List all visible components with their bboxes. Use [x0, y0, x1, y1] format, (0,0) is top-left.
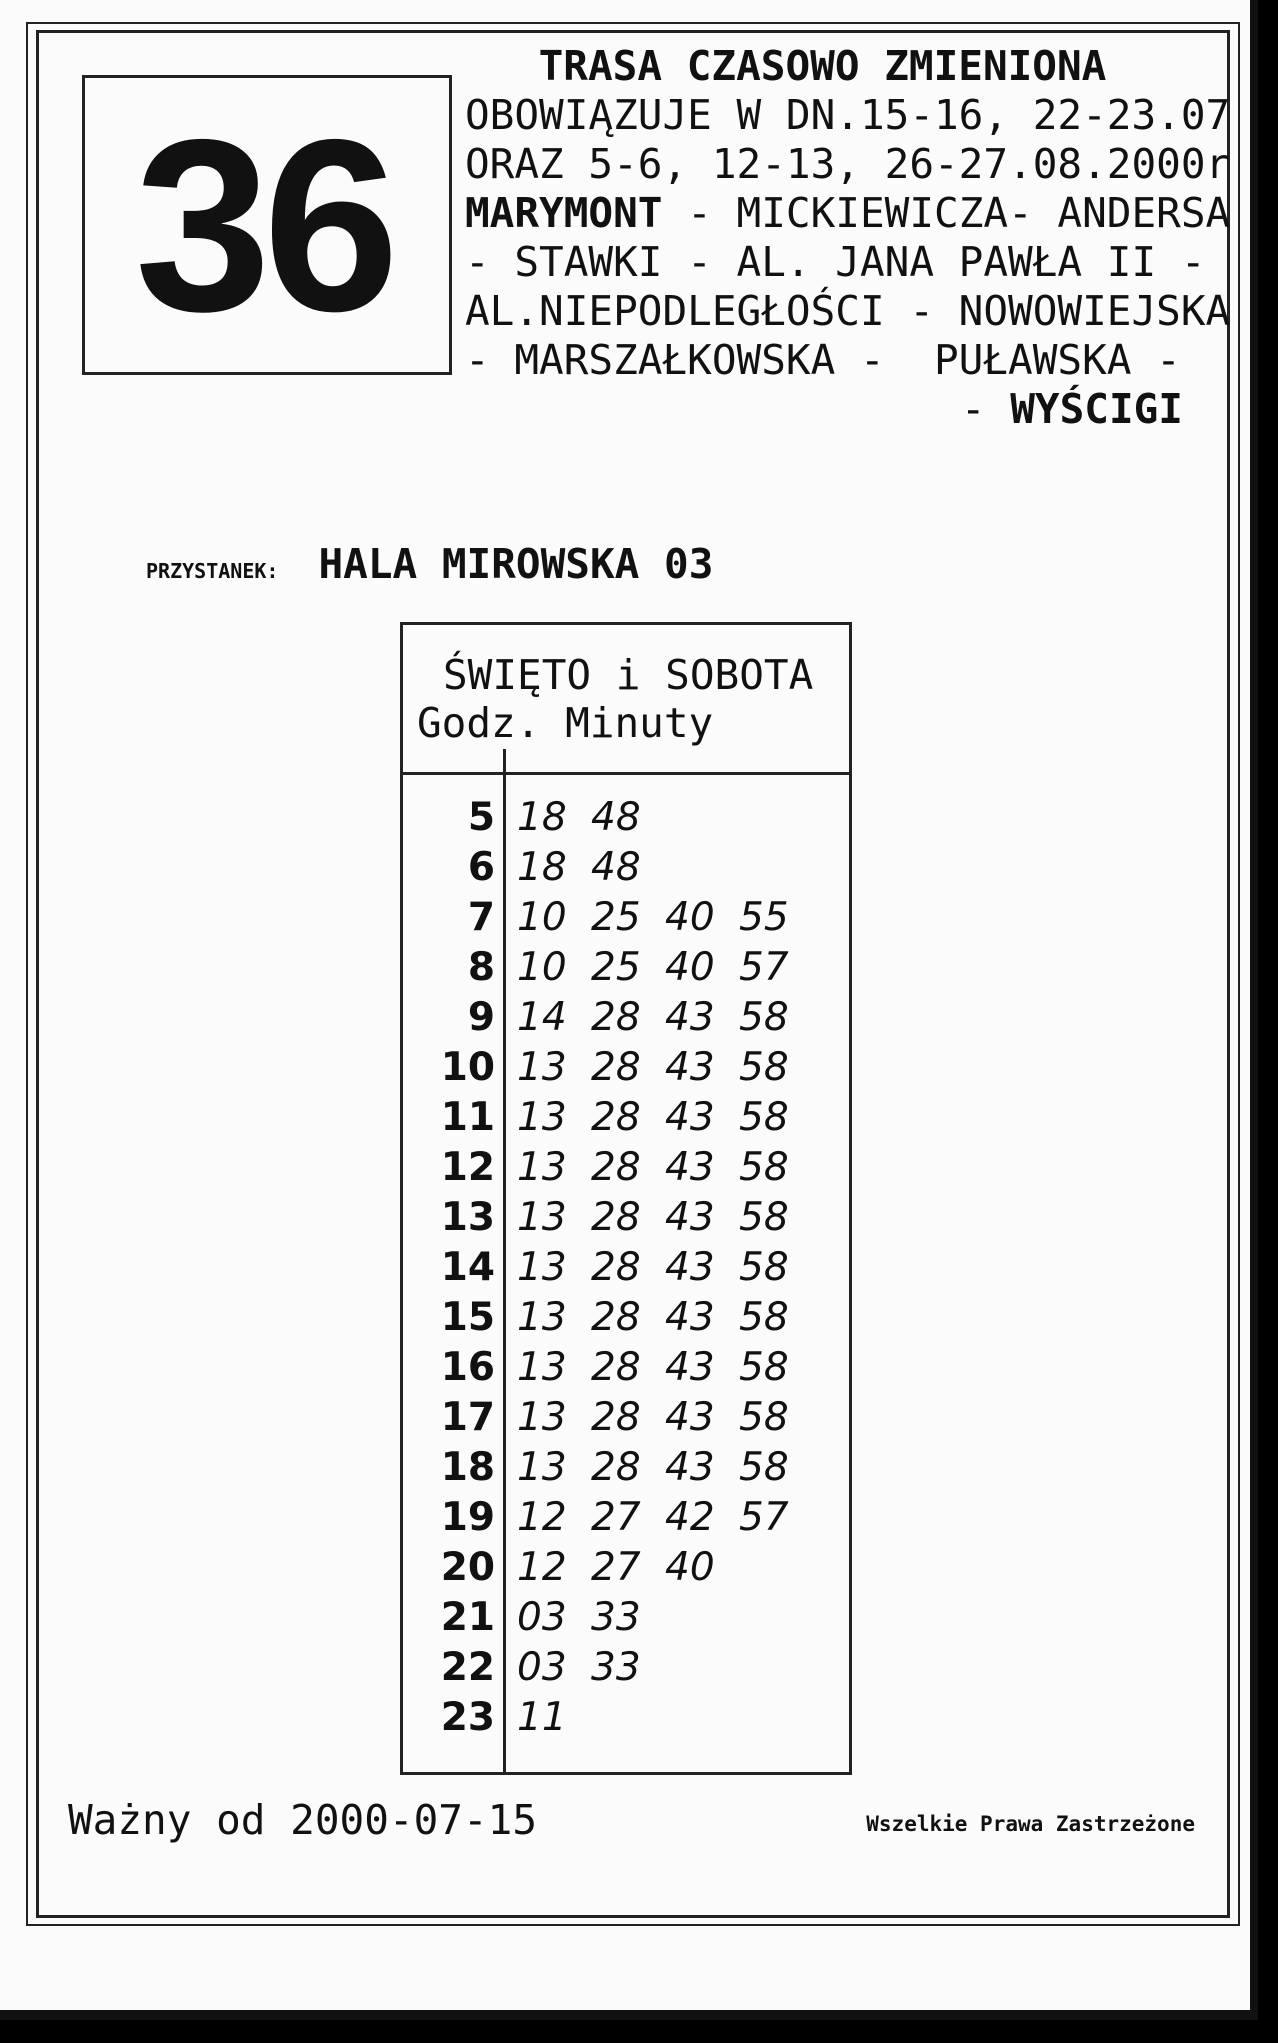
valid-from: Ważny od 2000-07-15: [68, 1796, 537, 1844]
minutes-cell: [517, 1195, 813, 1240]
minutes-cell: [517, 1095, 813, 1140]
hour-cell: 21: [440, 1594, 495, 1640]
table-header: [403, 625, 849, 775]
minute-value: 10: [517, 894, 567, 940]
minute-value: 43: [665, 1194, 715, 1240]
route-change-title: TRASA CZASOWO ZMIENIONA: [538, 42, 1107, 90]
stop-row: [146, 540, 713, 588]
hour-cell: 17: [440, 1394, 495, 1440]
hour-cell: 15: [440, 1294, 495, 1340]
hour-cell: 9: [467, 994, 495, 1040]
minute-value: 28: [591, 1244, 641, 1290]
minute-value: 58: [739, 1244, 789, 1290]
table-row: [403, 1042, 849, 1092]
minute-value: 58: [739, 1344, 789, 1390]
table-row: [403, 942, 849, 992]
minutes-cell: [517, 945, 813, 990]
line-number: 36: [134, 87, 392, 362]
route-line-1-rest: - MICKIEWICZA- ANDERSA: [662, 189, 1231, 237]
minute-value: 28: [591, 1194, 641, 1240]
hour-cell: 6: [467, 844, 495, 890]
minute-value: 58: [739, 1444, 789, 1490]
minute-value: 28: [591, 1144, 641, 1190]
minute-value: 58: [739, 1144, 789, 1190]
minute-value: 28: [591, 1344, 641, 1390]
minutes-cell: [517, 845, 665, 890]
minute-value: 13: [517, 1144, 567, 1190]
hour-cell: 23: [440, 1694, 495, 1740]
minute-value: 40: [665, 894, 715, 940]
hour-cell: 13: [440, 1194, 495, 1240]
hour-cell: 16: [440, 1344, 495, 1390]
table-row: [403, 1142, 849, 1192]
minute-value: 43: [665, 1344, 715, 1390]
hour-cell: 19: [440, 1494, 495, 1540]
valid-dates-line-2: ORAZ 5-6, 12-13, 26-27.08.2000r: [465, 140, 1231, 188]
minute-value: 28: [591, 994, 641, 1040]
route-end-prefix: -: [960, 385, 1011, 433]
hour-cell: 8: [467, 944, 495, 990]
route-header: [465, 42, 1235, 434]
minute-value: 28: [591, 1444, 641, 1490]
minutes-cell: [517, 1545, 739, 1590]
route-line-4: - MARSZAŁKOWSKA - PUŁAWSKA -: [465, 336, 1181, 384]
table-row: [403, 1642, 849, 1692]
minute-value: 12: [517, 1494, 567, 1540]
minute-value: 14: [517, 994, 567, 1040]
minute-value: 13: [517, 1244, 567, 1290]
hour-cell: 22: [440, 1644, 495, 1690]
minute-value: 33: [591, 1594, 641, 1640]
rights-notice: Wszelkie Prawa Zastrzeżone: [866, 1812, 1195, 1836]
departure-rows: [403, 792, 849, 1742]
valid-dates-line-1: OBOWIĄZUJE W DN.15-16, 22-23.07: [465, 91, 1231, 139]
minutes-cell: [517, 1245, 813, 1290]
minute-value: 18: [517, 844, 567, 890]
table-row: [403, 1342, 849, 1392]
minutes-cell: [517, 1645, 665, 1690]
table-row: [403, 1692, 849, 1742]
hour-cell: 18: [440, 1444, 495, 1490]
stop-label: PRZYSTANEK:: [146, 559, 279, 583]
line-number-box: [82, 75, 452, 375]
minute-value: 43: [665, 1244, 715, 1290]
minute-value: 27: [591, 1494, 641, 1540]
minute-value: 40: [665, 944, 715, 990]
minute-value: 48: [591, 844, 641, 890]
route-start: MARYMONT: [465, 189, 663, 237]
minutes-cell: [517, 1345, 813, 1390]
minute-value: 58: [739, 1044, 789, 1090]
route-line-5: [465, 385, 1235, 434]
minute-value: 40: [665, 1544, 715, 1590]
minute-value: 55: [739, 894, 789, 940]
route-line-2: - STAWKI - AL. JANA PAWŁA II -: [465, 238, 1206, 286]
hour-cell: 10: [440, 1044, 495, 1090]
minute-value: 58: [739, 1094, 789, 1140]
table-row: [403, 1292, 849, 1342]
minute-value: 57: [739, 1494, 789, 1540]
table-row: [403, 842, 849, 892]
minute-value: 42: [665, 1494, 715, 1540]
minute-value: 28: [591, 1044, 641, 1090]
minute-value: 43: [665, 994, 715, 1040]
minutes-cell: [517, 1295, 813, 1340]
minute-value: 28: [591, 1394, 641, 1440]
minute-value: 13: [517, 1044, 567, 1090]
route-end: WYŚCIGI: [1010, 385, 1183, 433]
table-row: [403, 1242, 849, 1292]
minutes-cell: [517, 1045, 813, 1090]
hour-cell: 7: [467, 894, 495, 940]
minute-value: 43: [665, 1144, 715, 1190]
hour-cell: 5: [467, 794, 495, 840]
minute-value: 43: [665, 1294, 715, 1340]
minute-value: 43: [665, 1094, 715, 1140]
minute-value: 43: [665, 1044, 715, 1090]
minute-value: 12: [517, 1544, 567, 1590]
hour-cell: 11: [440, 1094, 495, 1140]
minutes-cell: [517, 1695, 591, 1740]
minute-value: 48: [591, 794, 641, 840]
minute-value: 03: [517, 1594, 567, 1640]
minute-value: 43: [665, 1394, 715, 1440]
column-headers: Godz. Minuty: [417, 699, 714, 747]
minute-value: 10: [517, 944, 567, 990]
departure-table: [400, 622, 852, 1775]
minute-value: 58: [739, 1394, 789, 1440]
minute-value: 28: [591, 1294, 641, 1340]
day-type: ŚWIĘTO i SOBOTA: [443, 651, 814, 699]
table-row: [403, 792, 849, 842]
hour-cell: 14: [440, 1244, 495, 1290]
minute-value: 58: [739, 1294, 789, 1340]
minute-value: 03: [517, 1644, 567, 1690]
minutes-cell: [517, 1445, 813, 1490]
table-row: [403, 1392, 849, 1442]
minute-value: 13: [517, 1394, 567, 1440]
table-row: [403, 1492, 849, 1542]
minutes-cell: [517, 1595, 665, 1640]
minute-value: 13: [517, 1444, 567, 1490]
minutes-cell: [517, 1395, 813, 1440]
minute-value: 58: [739, 994, 789, 1040]
minute-value: 27: [591, 1544, 641, 1590]
minutes-cell: [517, 1145, 813, 1190]
route-line-1: [465, 189, 1235, 238]
table-row: [403, 1542, 849, 1592]
minute-value: 25: [591, 944, 641, 990]
minutes-cell: [517, 1495, 813, 1540]
hour-cell: 20: [440, 1544, 495, 1590]
table-row: [403, 1092, 849, 1142]
minute-value: 58: [739, 1194, 789, 1240]
minute-value: 28: [591, 1094, 641, 1140]
minutes-cell: [517, 995, 813, 1040]
minute-value: 57: [739, 944, 789, 990]
minute-value: 13: [517, 1194, 567, 1240]
minutes-cell: [517, 895, 813, 940]
minute-value: 43: [665, 1444, 715, 1490]
table-row: [403, 1592, 849, 1642]
minutes-cell: [517, 795, 665, 840]
minute-value: 13: [517, 1094, 567, 1140]
minute-value: 25: [591, 894, 641, 940]
table-row: [403, 992, 849, 1042]
minute-value: 13: [517, 1294, 567, 1340]
table-row: [403, 1442, 849, 1492]
minute-value: 11: [517, 1694, 567, 1740]
table-row: [403, 892, 849, 942]
route-line-3: AL.NIEPODLEGŁOŚCI - NOWOWIEJSKA: [465, 287, 1231, 335]
minute-value: 33: [591, 1644, 641, 1690]
hour-cell: 12: [440, 1144, 495, 1190]
stop-name: HALA MIROWSKA 03: [318, 540, 714, 588]
minute-value: 13: [517, 1344, 567, 1390]
minute-value: 18: [517, 794, 567, 840]
table-row: [403, 1192, 849, 1242]
